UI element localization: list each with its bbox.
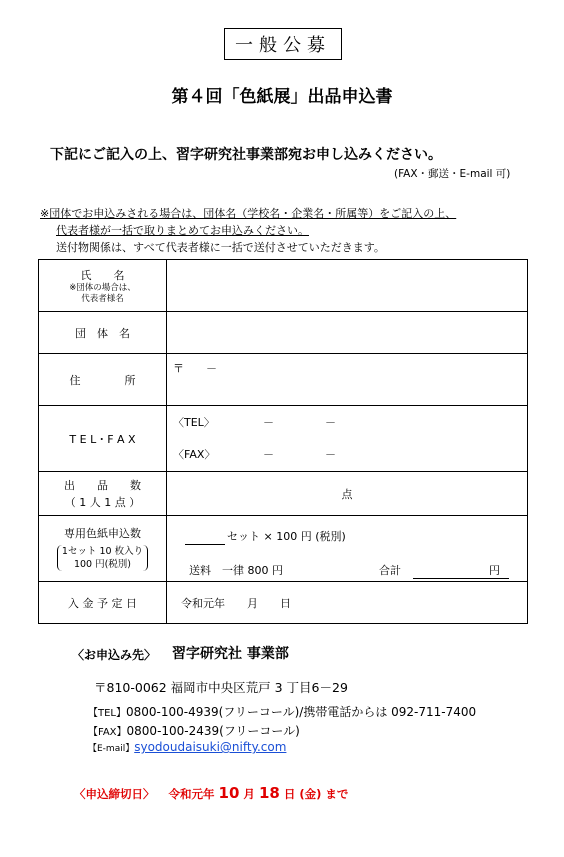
- tel-number: 0800-100-4939(フリーコール)/携帯電話からは 092-711-7400: [126, 705, 477, 719]
- total-yen: 円: [489, 564, 500, 577]
- payment-date: 令和元年 月 日: [181, 596, 291, 610]
- fax-tag: 【FAX】: [88, 727, 127, 738]
- contact-tel: [88, 703, 476, 720]
- email-link[interactable]: syodoudaisuki@nifty.com: [134, 740, 287, 754]
- name-label: 氏 名: [80, 268, 125, 282]
- count-label-2: （ 1 人 1 点 ）: [64, 495, 141, 509]
- note-line-1: ※団体でお申込みされる場合は、団体名（学校名・企業名・所属等）をご記入の上、: [40, 207, 457, 220]
- name-label-cell: [39, 260, 167, 312]
- group-label: 団 体 名: [39, 312, 167, 354]
- shikishi-label-cell: [39, 516, 167, 582]
- deadline-month: 10: [218, 784, 240, 802]
- shikishi-sub-2: 100 円(税別): [73, 559, 132, 570]
- email-tag: 【E-mail】: [88, 744, 135, 754]
- count-unit: 点: [341, 487, 353, 501]
- shipping-fee: 送料 一律 800 円: [189, 564, 283, 577]
- deadline-day-unit: 日: [283, 787, 296, 801]
- count-label-1: 出 品 数: [64, 478, 141, 492]
- contact-fax: [88, 722, 300, 739]
- fax-dash-1: －: [263, 448, 274, 461]
- tel-dash-1: －: [263, 416, 274, 429]
- name-sub-1: ※団体の場合は、: [69, 282, 136, 293]
- fax-dash-2: －: [325, 448, 336, 461]
- address-label: 住 所: [39, 354, 167, 406]
- tel-tag: 【TEL】: [88, 708, 126, 719]
- deadline-month-unit: 月: [243, 787, 255, 801]
- shikishi-note: [57, 545, 148, 571]
- deadline-weekday: (金): [299, 787, 322, 801]
- deadline-prefix: 令和元年: [168, 787, 215, 801]
- application-form: [38, 259, 528, 624]
- contact-address: 〒810-0062 福岡市中央区荒戸 3 丁目6－29: [94, 680, 348, 695]
- submission-methods: (FAX・郵送・E-mail 可): [394, 168, 511, 180]
- telfax-field[interactable]: [167, 406, 528, 472]
- instruction: 下記にご記入の上、習字研究社事業部宛お申し込みください。: [50, 147, 442, 163]
- deadline: [74, 784, 348, 802]
- contact-org: 習字研究社 事業部: [172, 646, 289, 662]
- tel-dash-2: －: [325, 416, 336, 429]
- count-label-cell: [39, 472, 167, 516]
- shikishi-price: セット × 100 円 (税別): [227, 530, 346, 543]
- telfax-label: T E L・F A X: [39, 406, 167, 472]
- total-label: 合計: [379, 564, 401, 577]
- fax-prefix: 〈FAX〉: [173, 448, 216, 461]
- tel-prefix: 〈TEL〉: [173, 416, 215, 429]
- payment-field[interactable]: [167, 582, 528, 624]
- payment-label: 入 金 予 定 日: [39, 582, 167, 624]
- contact-email: [88, 740, 286, 754]
- deadline-day: 18: [258, 784, 280, 802]
- category-box: 一般公募: [224, 28, 342, 60]
- note-line-3: 送付物関係は、すべて代表者様に一括で送付させていただきます。: [56, 241, 385, 254]
- shikishi-sub-1: 1セット 10 枚入り: [61, 546, 144, 557]
- shikishi-label: 専用色紙申込数: [64, 527, 141, 540]
- note-line-2: 代表者様が一括で取りまとめてお申込みください。: [56, 224, 309, 237]
- page-title: 第４回「色紙展」出品申込書: [171, 87, 393, 107]
- deadline-suffix: まで: [325, 787, 349, 801]
- group-field[interactable]: [167, 312, 528, 354]
- set-count-blank[interactable]: [185, 532, 225, 545]
- shikishi-field[interactable]: [167, 516, 528, 582]
- name-sub-2: 代表者様名: [81, 293, 124, 304]
- contact-label: 〈お申込み先〉: [72, 648, 157, 662]
- postal-mark: 〒 －: [173, 362, 217, 375]
- fax-number: 0800-100-2439(フリーコール): [126, 724, 300, 738]
- name-field[interactable]: [167, 260, 528, 312]
- count-field[interactable]: [167, 472, 528, 516]
- deadline-label: 〈申込締切日〉: [74, 787, 155, 801]
- address-field[interactable]: [167, 354, 528, 406]
